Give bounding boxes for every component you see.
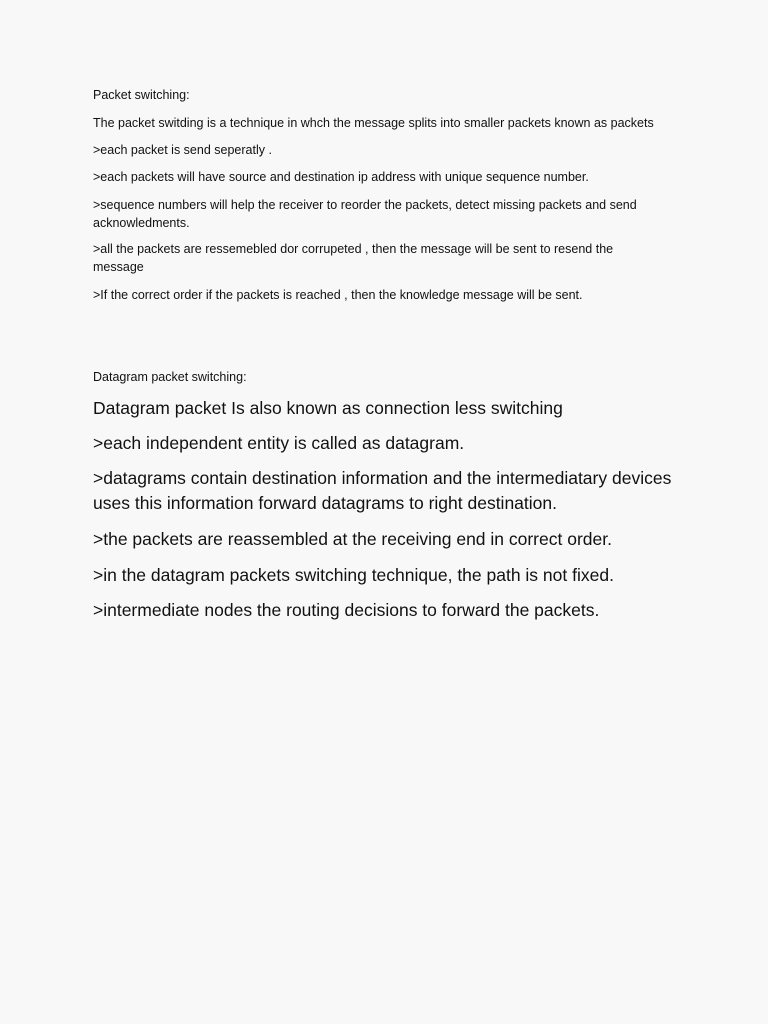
section1-line-1: The packet switding is a technique in whch the message splits into smaller packets known as packets [93, 116, 654, 130]
section2-line-5: >in the datagram packets switching technique, the path is not fixed. [93, 565, 614, 585]
section1-line-6: >If the correct order if the packets is reached , then the knowledge message will be sent. [93, 288, 583, 302]
section2-line-2: >each independent entity is called as datagram. [93, 433, 465, 453]
section2-line-6: >intermediate nodes the routing decisions to forward the packets. [93, 600, 600, 620]
section1-line-3: >each packets will have source and destination ip address with unique sequence number. [93, 170, 589, 184]
section2-heading: Datagram packet switching: [93, 370, 247, 384]
section2-line-1: Datagram packet Is also known as connection less switching [93, 398, 563, 418]
section1-line-5: >all the packets are ressemebled dor corrupeted , then the message will be sent to resend the message [93, 242, 614, 274]
section1-heading: Packet switching: [93, 88, 190, 102]
section2-line-3: >datagrams contain destination information and the intermediatary devices uses this information forward datagrams to right destination. [93, 468, 672, 513]
section1-line-4: >sequence numbers will help the receiver to reorder the packets, detect missing packets and send acknowledments. [93, 198, 637, 230]
section2-line-4: >the packets are reassembled at the receiving end in correct order. [93, 529, 612, 549]
section1-line-2: >each packet is send seperatly . [93, 143, 272, 157]
